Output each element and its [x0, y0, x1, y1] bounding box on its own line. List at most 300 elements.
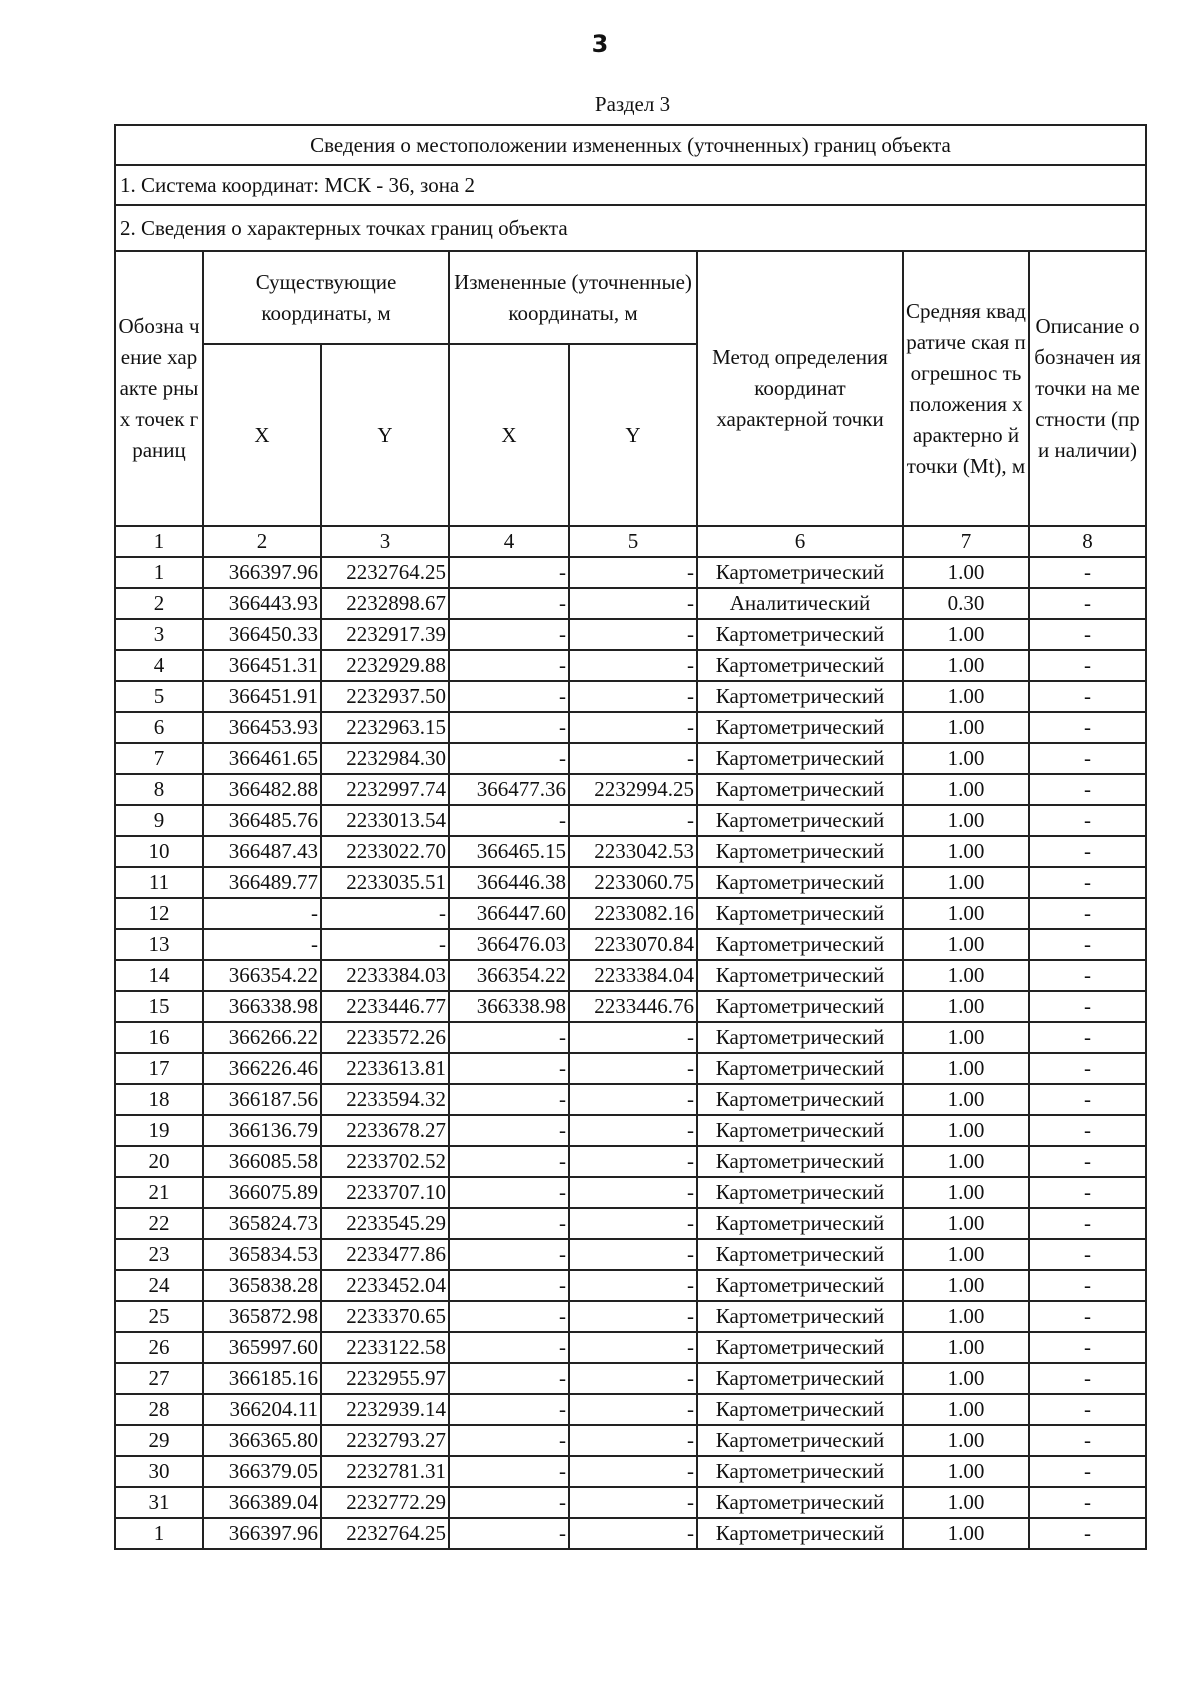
existing-y-cell: 2233702.52 — [321, 1146, 449, 1177]
column-number: 7 — [903, 526, 1029, 557]
existing-y-cell: - — [321, 898, 449, 929]
method-cell: Картометрический — [697, 1456, 903, 1487]
error-mt-cell: 1.00 — [903, 1270, 1029, 1301]
changed-y-cell: - — [569, 681, 697, 712]
header-method: Метод определения координат характерной точки — [697, 251, 903, 526]
existing-x-cell: 366397.96 — [203, 557, 321, 588]
error-mt-cell: 1.00 — [903, 898, 1029, 929]
table-row — [115, 774, 1146, 805]
point-id-cell: 12 — [115, 898, 203, 929]
changed-y-cell: 2233042.53 — [569, 836, 697, 867]
existing-y-cell: 2232955.97 — [321, 1363, 449, 1394]
point-id-cell: 14 — [115, 960, 203, 991]
point-id-cell: 1 — [115, 1518, 203, 1549]
changed-y-cell: - — [569, 1394, 697, 1425]
changed-y-cell: - — [569, 743, 697, 774]
table-row — [115, 650, 1146, 681]
description-cell: - — [1029, 1425, 1146, 1456]
method-cell: Картометрический — [697, 1022, 903, 1053]
existing-x-cell: 366487.43 — [203, 836, 321, 867]
description-cell: - — [1029, 743, 1146, 774]
changed-x-cell: - — [449, 743, 569, 774]
existing-y-cell: 2232984.30 — [321, 743, 449, 774]
changed-x-cell: - — [449, 1363, 569, 1394]
changed-y-cell: - — [569, 650, 697, 681]
method-cell: Картометрический — [697, 557, 903, 588]
header-changed-coords: Измененные (уточненные) координаты, м — [449, 251, 697, 344]
existing-x-cell: 366461.65 — [203, 743, 321, 774]
point-id-cell: 7 — [115, 743, 203, 774]
existing-x-cell: 366085.58 — [203, 1146, 321, 1177]
table-row — [115, 898, 1146, 929]
existing-x-cell: 366389.04 — [203, 1487, 321, 1518]
point-id-cell: 2 — [115, 588, 203, 619]
method-cell: Картометрический — [697, 650, 903, 681]
table-row — [115, 712, 1146, 743]
point-id-cell: 21 — [115, 1177, 203, 1208]
point-id-cell: 29 — [115, 1425, 203, 1456]
existing-y-cell: 2233707.10 — [321, 1177, 449, 1208]
method-cell: Картометрический — [697, 1084, 903, 1115]
changed-x-cell: - — [449, 1115, 569, 1146]
point-id-cell: 5 — [115, 681, 203, 712]
description-cell: - — [1029, 1177, 1146, 1208]
point-id-cell: 30 — [115, 1456, 203, 1487]
existing-y-cell: 2232772.29 — [321, 1487, 449, 1518]
existing-x-cell: 366450.33 — [203, 619, 321, 650]
error-mt-cell: 1.00 — [903, 1332, 1029, 1363]
description-cell: - — [1029, 681, 1146, 712]
error-mt-cell: 1.00 — [903, 929, 1029, 960]
existing-y-cell: 2233594.32 — [321, 1084, 449, 1115]
table-row — [115, 991, 1146, 1022]
changed-x-cell: 366338.98 — [449, 991, 569, 1022]
method-cell: Картометрический — [697, 681, 903, 712]
changed-x-cell: 366446.38 — [449, 867, 569, 898]
description-cell: - — [1029, 619, 1146, 650]
existing-y-cell: 2232937.50 — [321, 681, 449, 712]
description-cell: - — [1029, 805, 1146, 836]
changed-y-cell: - — [569, 1332, 697, 1363]
changed-x-cell: - — [449, 1053, 569, 1084]
point-id-cell: 26 — [115, 1332, 203, 1363]
table-row — [115, 1022, 1146, 1053]
method-cell: Картометрический — [697, 1115, 903, 1146]
changed-x-cell: - — [449, 588, 569, 619]
description-cell: - — [1029, 1332, 1146, 1363]
changed-x-cell: - — [449, 1425, 569, 1456]
existing-y-cell: 2233035.51 — [321, 867, 449, 898]
header-existing-coords: Существующие координаты, м — [203, 251, 449, 344]
changed-y-cell: - — [569, 1208, 697, 1239]
error-mt-cell: 1.00 — [903, 1363, 1029, 1394]
changed-y-cell: - — [569, 1022, 697, 1053]
description-cell: - — [1029, 712, 1146, 743]
existing-y-cell: 2232963.15 — [321, 712, 449, 743]
method-cell: Картометрический — [697, 1425, 903, 1456]
changed-x-cell: - — [449, 1456, 569, 1487]
existing-x-cell: 366185.16 — [203, 1363, 321, 1394]
changed-x-cell: - — [449, 1301, 569, 1332]
method-cell: Картометрический — [697, 774, 903, 805]
method-cell: Картометрический — [697, 619, 903, 650]
method-cell: Картометрический — [697, 743, 903, 774]
existing-x-cell: 366226.46 — [203, 1053, 321, 1084]
changed-x-cell: - — [449, 619, 569, 650]
description-cell: - — [1029, 1084, 1146, 1115]
method-cell: Картометрический — [697, 960, 903, 991]
error-mt-cell: 1.00 — [903, 1487, 1029, 1518]
column-number: 8 — [1029, 526, 1146, 557]
header-description: Описание обозначен ия точки на местности (при наличии) — [1029, 251, 1146, 526]
point-id-cell: 16 — [115, 1022, 203, 1053]
table-row — [115, 1053, 1146, 1084]
point-id-cell: 10 — [115, 836, 203, 867]
table-row — [115, 805, 1146, 836]
method-cell: Картометрический — [697, 1208, 903, 1239]
point-id-cell: 4 — [115, 650, 203, 681]
error-mt-cell: 1.00 — [903, 1053, 1029, 1084]
method-cell: Картометрический — [697, 1053, 903, 1084]
column-number: 4 — [449, 526, 569, 557]
existing-y-cell: 2233613.81 — [321, 1053, 449, 1084]
table-row — [115, 588, 1146, 619]
existing-y-cell: 2233572.26 — [321, 1022, 449, 1053]
method-cell: Картометрический — [697, 929, 903, 960]
header-point-designation: Обозна чение характе рных точек границ — [115, 251, 203, 526]
changed-y-cell: - — [569, 1084, 697, 1115]
changed-y-cell: 2233446.76 — [569, 991, 697, 1022]
error-mt-cell: 1.00 — [903, 774, 1029, 805]
changed-x-cell: - — [449, 1022, 569, 1053]
existing-x-cell: 365872.98 — [203, 1301, 321, 1332]
error-mt-cell: 1.00 — [903, 836, 1029, 867]
description-cell: - — [1029, 867, 1146, 898]
description-cell: - — [1029, 1518, 1146, 1549]
point-id-cell: 15 — [115, 991, 203, 1022]
error-mt-cell: 1.00 — [903, 1425, 1029, 1456]
changed-x-cell: - — [449, 805, 569, 836]
error-mt-cell: 1.00 — [903, 1177, 1029, 1208]
existing-x-cell: 366453.93 — [203, 712, 321, 743]
existing-y-cell: 2233452.04 — [321, 1270, 449, 1301]
table-row — [115, 1208, 1146, 1239]
description-cell: - — [1029, 588, 1146, 619]
description-cell: - — [1029, 1022, 1146, 1053]
changed-y-cell: - — [569, 1301, 697, 1332]
point-id-cell: 3 — [115, 619, 203, 650]
description-cell: - — [1029, 650, 1146, 681]
existing-x-cell: 366075.89 — [203, 1177, 321, 1208]
error-mt-cell: 1.00 — [903, 1239, 1029, 1270]
method-cell: Картометрический — [697, 1487, 903, 1518]
description-cell: - — [1029, 774, 1146, 805]
existing-x-cell: 366266.22 — [203, 1022, 321, 1053]
method-cell: Картометрический — [697, 1177, 903, 1208]
changed-y-cell: 2233082.16 — [569, 898, 697, 929]
changed-y-cell: - — [569, 1239, 697, 1270]
point-id-cell: 11 — [115, 867, 203, 898]
table-row — [115, 1270, 1146, 1301]
table-row — [115, 1394, 1146, 1425]
existing-y-cell: 2232997.74 — [321, 774, 449, 805]
column-number: 3 — [321, 526, 449, 557]
column-number: 2 — [203, 526, 321, 557]
point-id-cell: 17 — [115, 1053, 203, 1084]
table-row — [115, 1115, 1146, 1146]
existing-x-cell: 366379.05 — [203, 1456, 321, 1487]
description-cell: - — [1029, 1115, 1146, 1146]
table-row — [115, 1363, 1146, 1394]
table-row — [115, 1146, 1146, 1177]
changed-x-cell: - — [449, 1146, 569, 1177]
changed-x-cell: 366354.22 — [449, 960, 569, 991]
error-mt-cell: 1.00 — [903, 1394, 1029, 1425]
table-row — [115, 1332, 1146, 1363]
changed-y-cell: - — [569, 712, 697, 743]
coordinate-system: 1. Система координат: МСК - 36, зона 2 — [115, 165, 1146, 205]
changed-y-cell: - — [569, 1146, 697, 1177]
points-heading: 2. Сведения о характерных точках границ объекта — [115, 205, 1146, 251]
error-mt-cell: 1.00 — [903, 805, 1029, 836]
boundary-points-table — [114, 124, 1147, 1550]
point-id-cell: 19 — [115, 1115, 203, 1146]
existing-y-cell: 2233446.77 — [321, 991, 449, 1022]
description-cell: - — [1029, 1487, 1146, 1518]
table-row — [115, 1487, 1146, 1518]
error-mt-cell: 1.00 — [903, 867, 1029, 898]
table-title: Сведения о местоположении измененных (уточненных) границ объекта — [115, 125, 1146, 165]
existing-y-cell: 2232917.39 — [321, 619, 449, 650]
table-row — [115, 960, 1146, 991]
method-cell: Картометрический — [697, 1270, 903, 1301]
method-cell: Картометрический — [697, 1301, 903, 1332]
existing-x-cell: 365834.53 — [203, 1239, 321, 1270]
existing-x-cell: 366187.56 — [203, 1084, 321, 1115]
error-mt-cell: 1.00 — [903, 1301, 1029, 1332]
header-existing-x: X — [203, 344, 321, 526]
existing-x-cell: 365997.60 — [203, 1332, 321, 1363]
changed-y-cell: - — [569, 1270, 697, 1301]
description-cell: - — [1029, 1363, 1146, 1394]
error-mt-cell: 1.00 — [903, 1115, 1029, 1146]
table-row — [115, 1301, 1146, 1332]
description-cell: - — [1029, 557, 1146, 588]
changed-x-cell: - — [449, 712, 569, 743]
existing-x-cell: - — [203, 898, 321, 929]
error-mt-cell: 1.00 — [903, 1208, 1029, 1239]
table-row — [115, 1239, 1146, 1270]
changed-x-cell: - — [449, 1208, 569, 1239]
changed-y-cell: - — [569, 1177, 697, 1208]
existing-x-cell: 366451.91 — [203, 681, 321, 712]
point-id-cell: 27 — [115, 1363, 203, 1394]
table-row — [115, 929, 1146, 960]
changed-y-cell: - — [569, 557, 697, 588]
error-mt-cell: 1.00 — [903, 650, 1029, 681]
error-mt-cell: 1.00 — [903, 960, 1029, 991]
table-row — [115, 619, 1146, 650]
changed-x-cell: - — [449, 1177, 569, 1208]
description-cell: - — [1029, 1270, 1146, 1301]
table-row — [115, 1425, 1146, 1456]
existing-y-cell: 2232764.25 — [321, 1518, 449, 1549]
description-cell: - — [1029, 1456, 1146, 1487]
existing-x-cell: 366338.98 — [203, 991, 321, 1022]
changed-y-cell: - — [569, 1425, 697, 1456]
table-row — [115, 1456, 1146, 1487]
point-id-cell: 22 — [115, 1208, 203, 1239]
error-mt-cell: 1.00 — [903, 557, 1029, 588]
point-id-cell: 23 — [115, 1239, 203, 1270]
description-cell: - — [1029, 1301, 1146, 1332]
existing-x-cell: 366443.93 — [203, 588, 321, 619]
method-cell: Картометрический — [697, 712, 903, 743]
changed-y-cell: 2232994.25 — [569, 774, 697, 805]
table-row — [115, 743, 1146, 774]
method-cell: Картометрический — [697, 1394, 903, 1425]
method-cell: Картометрический — [697, 898, 903, 929]
changed-x-cell: 366465.15 — [449, 836, 569, 867]
changed-y-cell: - — [569, 1487, 697, 1518]
description-cell: - — [1029, 929, 1146, 960]
changed-y-cell: - — [569, 619, 697, 650]
existing-y-cell: 2233545.29 — [321, 1208, 449, 1239]
existing-y-cell: 2232793.27 — [321, 1425, 449, 1456]
changed-x-cell: - — [449, 1487, 569, 1518]
column-number: 6 — [697, 526, 903, 557]
existing-y-cell: 2233022.70 — [321, 836, 449, 867]
description-cell: - — [1029, 991, 1146, 1022]
header-error: Средняя квадратиче ская погрешнос ть положения характерно й точки (Mt), м — [903, 251, 1029, 526]
point-id-cell: 28 — [115, 1394, 203, 1425]
changed-x-cell: - — [449, 650, 569, 681]
existing-x-cell: 366489.77 — [203, 867, 321, 898]
section-title: Раздел 3 — [594, 92, 671, 116]
point-id-cell: 13 — [115, 929, 203, 960]
existing-y-cell: 2233384.03 — [321, 960, 449, 991]
point-id-cell: 31 — [115, 1487, 203, 1518]
existing-y-cell: 2232939.14 — [321, 1394, 449, 1425]
table-row — [115, 1084, 1146, 1115]
existing-y-cell: 2233013.54 — [321, 805, 449, 836]
method-cell: Картометрический — [697, 1363, 903, 1394]
method-cell: Картометрический — [697, 1518, 903, 1549]
error-mt-cell: 1.00 — [903, 743, 1029, 774]
changed-x-cell: - — [449, 1084, 569, 1115]
changed-x-cell: - — [449, 1518, 569, 1549]
table-row — [115, 1177, 1146, 1208]
error-mt-cell: 1.00 — [903, 619, 1029, 650]
existing-y-cell: 2232764.25 — [321, 557, 449, 588]
existing-x-cell: 366365.80 — [203, 1425, 321, 1456]
method-cell: Картометрический — [697, 867, 903, 898]
changed-x-cell: 366476.03 — [449, 929, 569, 960]
changed-y-cell: - — [569, 1115, 697, 1146]
description-cell: - — [1029, 836, 1146, 867]
table-row — [115, 557, 1146, 588]
changed-x-cell: - — [449, 1239, 569, 1270]
point-id-cell: 20 — [115, 1146, 203, 1177]
changed-x-cell: 366477.36 — [449, 774, 569, 805]
changed-x-cell: - — [449, 1394, 569, 1425]
error-mt-cell: 1.00 — [903, 991, 1029, 1022]
existing-y-cell: - — [321, 929, 449, 960]
header-existing-y: Y — [321, 344, 449, 526]
error-mt-cell: 1.00 — [903, 712, 1029, 743]
table-row — [115, 681, 1146, 712]
method-cell: Картометрический — [697, 1239, 903, 1270]
existing-x-cell: 366485.76 — [203, 805, 321, 836]
changed-y-cell: - — [569, 1456, 697, 1487]
error-mt-cell: 1.00 — [903, 1084, 1029, 1115]
method-cell: Картометрический — [697, 1146, 903, 1177]
column-number: 1 — [115, 526, 203, 557]
existing-y-cell: 2233477.86 — [321, 1239, 449, 1270]
error-mt-cell: 1.00 — [903, 1022, 1029, 1053]
changed-y-cell: 2233384.04 — [569, 960, 697, 991]
column-number: 5 — [569, 526, 697, 557]
description-cell: - — [1029, 898, 1146, 929]
point-id-cell: 1 — [115, 557, 203, 588]
error-mt-cell: 1.00 — [903, 1146, 1029, 1177]
description-cell: - — [1029, 1239, 1146, 1270]
changed-x-cell: - — [449, 1270, 569, 1301]
changed-x-cell: - — [449, 681, 569, 712]
method-cell: Аналитический — [697, 588, 903, 619]
description-cell: - — [1029, 1146, 1146, 1177]
existing-x-cell: 365838.28 — [203, 1270, 321, 1301]
existing-y-cell: 2233678.27 — [321, 1115, 449, 1146]
point-id-cell: 6 — [115, 712, 203, 743]
description-cell: - — [1029, 1053, 1146, 1084]
changed-x-cell: 366447.60 — [449, 898, 569, 929]
existing-x-cell: 365824.73 — [203, 1208, 321, 1239]
existing-x-cell: - — [203, 929, 321, 960]
table-row — [115, 867, 1146, 898]
changed-y-cell: - — [569, 1518, 697, 1549]
method-cell: Картометрический — [697, 805, 903, 836]
table-row — [115, 1518, 1146, 1549]
column-numbers-row — [115, 526, 1146, 557]
page-number: 3 — [591, 30, 609, 58]
existing-x-cell: 366451.31 — [203, 650, 321, 681]
changed-y-cell: - — [569, 1363, 697, 1394]
header-changed-y: Y — [569, 344, 697, 526]
existing-y-cell: 2233370.65 — [321, 1301, 449, 1332]
point-id-cell: 8 — [115, 774, 203, 805]
existing-x-cell: 366204.11 — [203, 1394, 321, 1425]
changed-x-cell: - — [449, 557, 569, 588]
method-cell: Картометрический — [697, 1332, 903, 1363]
description-cell: - — [1029, 960, 1146, 991]
method-cell: Картометрический — [697, 836, 903, 867]
description-cell: - — [1029, 1208, 1146, 1239]
error-mt-cell: 0.30 — [903, 588, 1029, 619]
point-id-cell: 25 — [115, 1301, 203, 1332]
existing-x-cell: 366354.22 — [203, 960, 321, 991]
existing-y-cell: 2232781.31 — [321, 1456, 449, 1487]
existing-y-cell: 2232929.88 — [321, 650, 449, 681]
error-mt-cell: 1.00 — [903, 681, 1029, 712]
changed-y-cell: 2233060.75 — [569, 867, 697, 898]
changed-y-cell: - — [569, 588, 697, 619]
point-id-cell: 24 — [115, 1270, 203, 1301]
existing-x-cell: 366136.79 — [203, 1115, 321, 1146]
changed-x-cell: - — [449, 1332, 569, 1363]
existing-x-cell: 366482.88 — [203, 774, 321, 805]
existing-x-cell: 366397.96 — [203, 1518, 321, 1549]
